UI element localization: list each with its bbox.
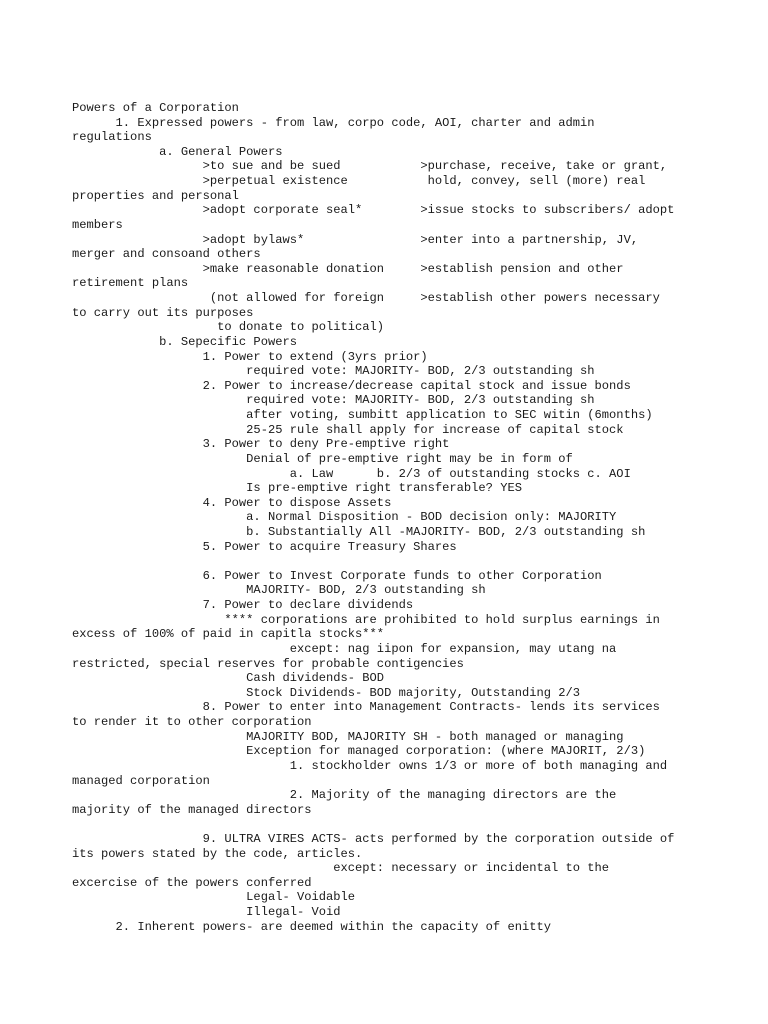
text-line: 3. Power to deny Pre-emptive right bbox=[72, 437, 450, 452]
text-line: 2. Majority of the managing directors are the bbox=[72, 788, 617, 803]
text-line: a. General Powers bbox=[72, 144, 283, 159]
text-line: b. Substantially All -MAJORITY- BOD, 2/3 outstanding sh bbox=[72, 524, 646, 539]
text-line: a. Normal Disposition - BOD decision only: MAJORITY bbox=[72, 510, 617, 525]
text-line: required vote: MAJORITY- BOD, 2/3 outstanding sh bbox=[72, 393, 595, 408]
text-line: >make reasonable donation >establish pension and other bbox=[72, 261, 624, 276]
text-line: restricted, special reserves for probable contigencies bbox=[72, 656, 464, 671]
text-line: Powers of a Corporation bbox=[72, 101, 239, 115]
text-line: excercise of the powers conferred bbox=[72, 875, 312, 890]
text-line: 1. stockholder owns 1/3 or more of both managing and bbox=[72, 758, 668, 773]
text-line: 6. Power to Invest Corporate funds to other Corporation bbox=[72, 568, 602, 583]
text-line: 25-25 rule shall apply for increase of capital stock bbox=[72, 422, 624, 437]
text-line: 1. Power to extend (3yrs prior) bbox=[72, 349, 428, 364]
text-line: properties and personal bbox=[72, 188, 239, 203]
text-line: retirement plans bbox=[72, 276, 189, 291]
text-line: Exception for managed corporation: (where MAJORIT, 2/3) bbox=[72, 744, 646, 759]
text-line: Illegal- Void bbox=[72, 905, 341, 920]
text-line: majority of the managed directors bbox=[72, 802, 312, 817]
text-line: except: nag iipon for expansion, may utang na bbox=[72, 641, 617, 656]
text-line: a. Law b. 2/3 of outstanding stocks c. AOI bbox=[72, 466, 631, 481]
text-line: >to sue and be sued >purchase, receive, take or grant, bbox=[72, 159, 668, 174]
text-line: regulations bbox=[72, 130, 152, 145]
text-line: 5. Power to acquire Treasury Shares bbox=[72, 539, 457, 554]
text-line: 8. Power to enter into Management Contracts- lends its services bbox=[72, 700, 660, 715]
text-line: its powers stated by the code, articles. bbox=[72, 846, 363, 861]
text-line: to carry out its purposes bbox=[72, 305, 254, 320]
text-line: **** corporations are prohibited to hold surplus earnings in bbox=[72, 612, 660, 627]
text-line: excess of 100% of paid in capitla stocks*** bbox=[72, 627, 385, 642]
text-line: >adopt bylaws* >enter into a partnership, JV, bbox=[72, 232, 639, 247]
text-line: MAJORITY BOD, MAJORITY SH - both managed or managing bbox=[72, 729, 624, 744]
text-line: 2. Inherent powers- are deemed within the capacity of enitty bbox=[72, 919, 551, 934]
text-line: except: necessary or incidental to the bbox=[72, 861, 610, 876]
text-line: b. Sepecific Powers bbox=[72, 334, 297, 349]
text-line: merger and consoand others bbox=[72, 247, 261, 262]
text-line: required vote: MAJORITY- BOD, 2/3 outstanding sh bbox=[72, 364, 595, 379]
text-line: 4. Power to dispose Assets bbox=[72, 495, 392, 510]
text-line: to donate to political) bbox=[72, 320, 385, 335]
text-line: (not allowed for foreign >establish other powers necessary bbox=[72, 291, 660, 306]
text-line: Denial of pre-emptive right may be in form of bbox=[72, 451, 573, 466]
text-line: 2. Power to increase/decrease capital stock and issue bonds bbox=[72, 378, 631, 393]
text-line: members bbox=[72, 217, 123, 232]
text-line: to render it to other corporation bbox=[72, 715, 312, 730]
text-line: Stock Dividends- BOD majority, Outstanding 2/3 bbox=[72, 685, 581, 700]
text-line: 7. Power to declare dividends bbox=[72, 598, 414, 613]
text-line: Is pre-emptive right transferable? YES bbox=[72, 481, 522, 496]
text-line: Cash dividends- BOD bbox=[72, 671, 385, 686]
text-line: >perpetual existence hold, convey, sell (more) real bbox=[72, 174, 646, 189]
text-line: Legal- Voidable bbox=[72, 890, 356, 905]
text-line: >adopt corporate seal* >issue stocks to subscribers/ adopt bbox=[72, 203, 675, 218]
text-line: managed corporation bbox=[72, 773, 210, 788]
text-line: after voting, sumbitt application to SEC witin (6months) bbox=[72, 408, 653, 423]
text-line: MAJORITY- BOD, 2/3 outstanding sh bbox=[72, 583, 486, 598]
text-line: 9. ULTRA VIRES ACTS- acts performed by the corporation outside of bbox=[72, 832, 675, 846]
text-line: 1. Expressed powers - from law, corpo code, AOI, charter and admin bbox=[72, 115, 595, 130]
